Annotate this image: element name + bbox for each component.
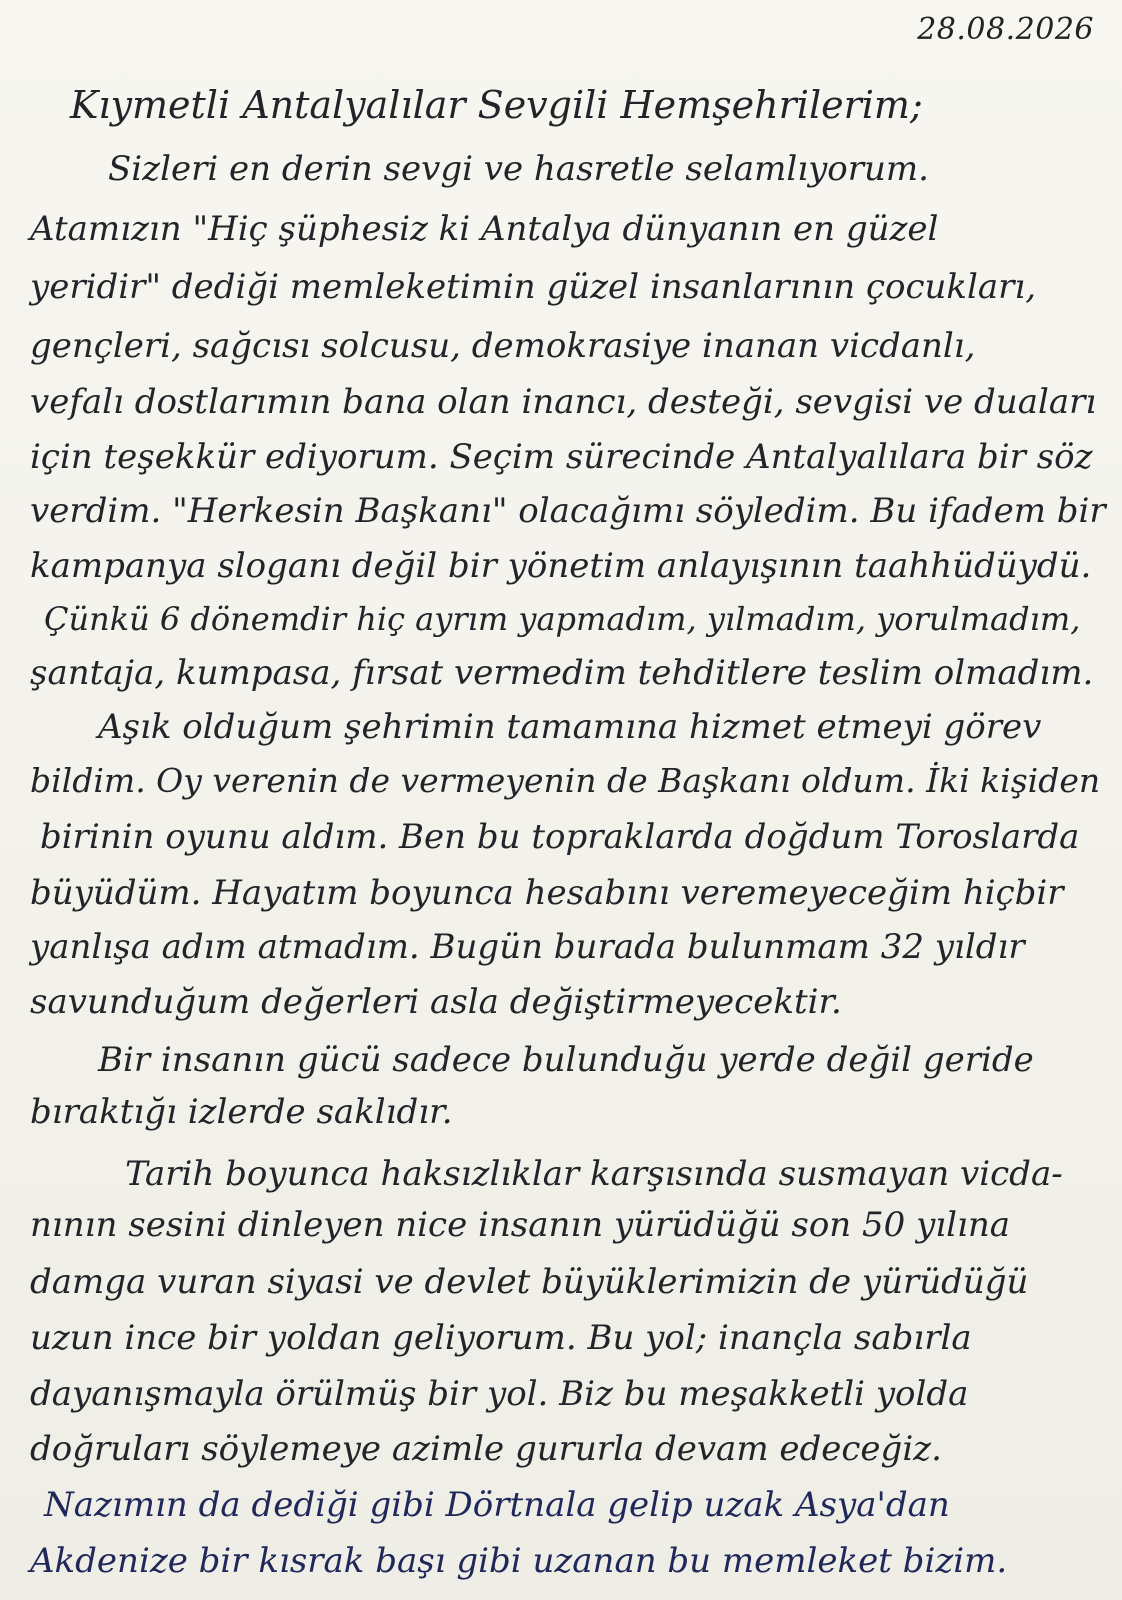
letter-line: verdim. "Herkesin Başkanı" olacağımı söyledim. Bu ifadem bir xyxy=(30,491,1106,531)
letter-line: büyüdüm. Hayatım boyunca hesabını veremeyeceğim hiçbir xyxy=(30,873,1064,913)
letter-line: savunduğum değerleri asla değiştirmeyecektir. xyxy=(30,982,842,1022)
letter-line: yanlışa adım atmadım. Bugün burada bulunmam 32 yıldır xyxy=(30,927,1025,967)
letter-line: Sizleri en derin sevgi ve hasretle selamlıyorum. xyxy=(108,149,929,189)
letter-date: 28.08.2026 xyxy=(917,12,1094,47)
letter-line: için teşekkür ediyorum. Seçim sürecinde Antalyalılara bir söz xyxy=(30,437,1093,477)
letter-line: bildim. Oy verenin de vermeyenin de Başkanı oldum. İki kişiden xyxy=(30,761,1101,800)
letter-line: Atamızın "Hiç şüphesiz ki Antalya dünyanın en güzel xyxy=(30,209,939,249)
letter-line: Akdenize bir kısrak başı gibi uzanan bu memleket bizim. xyxy=(30,1541,1008,1581)
letter-line: dayanışmayla örülmüş bir yol. Biz bu meşakketli yolda xyxy=(30,1374,969,1414)
letter-line: birinin oyunu aldım. Ben bu topraklarda doğdum Toroslarda xyxy=(40,817,1080,857)
letter-line: Nazımın da dediği gibi Dörtnala gelip uzak Asya'dan xyxy=(44,1485,950,1525)
letter-line: gençleri, sağcısı solcusu, demokrasiye inanan vicdanlı, xyxy=(30,326,976,366)
letter-line: bıraktığı izlerde saklıdır. xyxy=(30,1092,453,1132)
letter-line: doğruları söylemeye azimle gururla devam edeceğiz. xyxy=(30,1429,942,1469)
letter-line: şantaja, kumpasa, fırsat vermedim tehditlere teslim olmadım. xyxy=(30,653,1094,693)
letter-line: uzun ince bir yoldan geliyorum. Bu yol; inançla sabırla xyxy=(30,1318,972,1358)
letter-line: Bir insanın gücü sadece bulunduğu yerde değil geride xyxy=(98,1040,1034,1080)
letter-line: damga vuran siyasi ve devlet büyüklerimizin de yürüdüğü xyxy=(30,1262,1029,1302)
letter-line: vefalı dostlarımın bana olan inancı, desteği, sevgisi ve duaları xyxy=(30,382,1097,422)
letter-line: yeridir" dediği memleketimin güzel insanlarının çocukları, xyxy=(30,267,1037,307)
letter-line-salutation: Kıymetli Antalyalılar Sevgili Hemşehrilerim; xyxy=(70,83,923,127)
letter-line: Aşık olduğum şehrimin tamamına hizmet etmeyi görev xyxy=(98,707,1042,747)
letter-line: nının sesini dinleyen nice insanın yürüdüğü son 50 yılına xyxy=(30,1205,1011,1245)
letter-line: Çünkü 6 dönemdir hiç ayrım yapmadım, yılmadım, yorulmadım, xyxy=(44,600,1081,638)
letter-line: Tarih boyunca haksızlıklar karşısında susmayan vicda- xyxy=(125,1154,1063,1194)
letter-line: kampanya sloganı değil bir yönetim anlayışının taahhüdüydü. xyxy=(30,546,1092,586)
